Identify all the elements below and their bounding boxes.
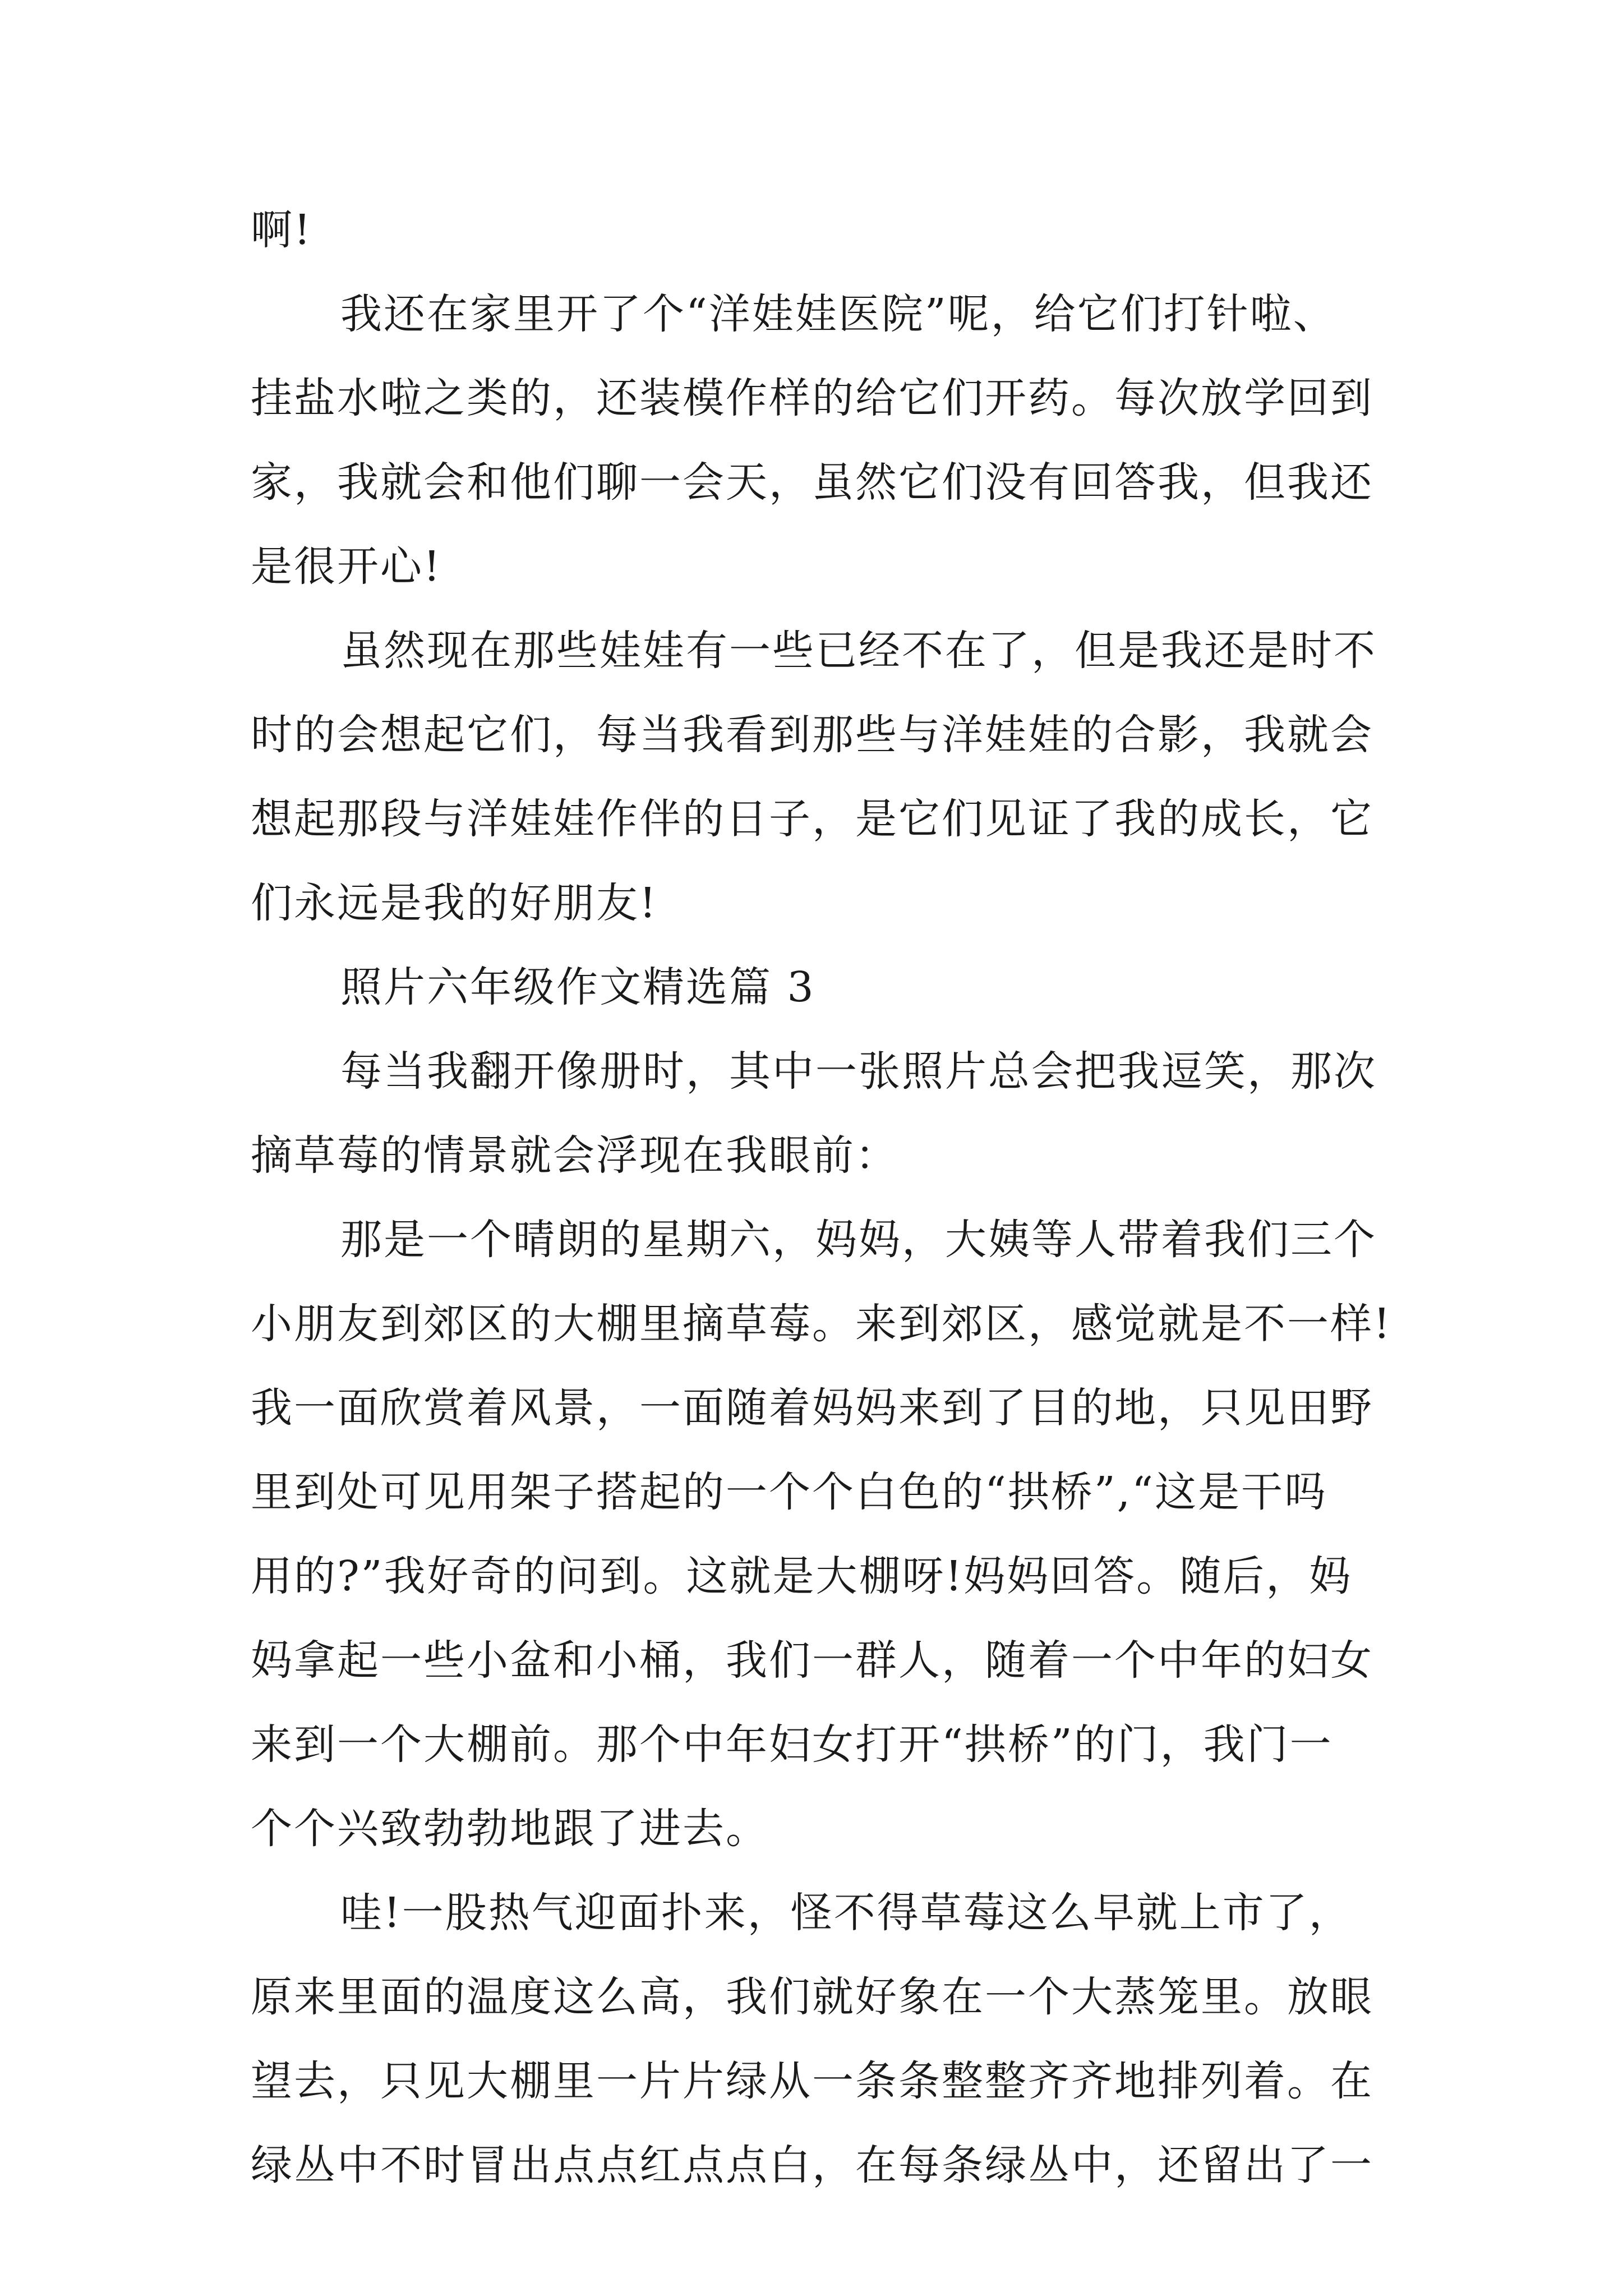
text-line: 个个兴致勃勃地跟了进去。 xyxy=(251,1805,769,1853)
text-line: 啊! xyxy=(251,206,312,254)
text-line: 挂盐水啦之类的，还装模作样的给它们开药。每次放学回到 xyxy=(251,374,1373,422)
text-line: 来到一个大棚前。那个中年妇女打开“拱桥”的门，我门一 xyxy=(251,1720,1333,1769)
paragraph-start-line: 虽然现在那些娃娃有一些已经不在了，但是我还是时不 xyxy=(340,627,1377,675)
text-line: 家，我就会和他们聊一会天，虽然它们没有回答我，但我还 xyxy=(251,458,1373,507)
text-line: 摘草莓的情景就会浮现在我眼前： xyxy=(251,1131,898,1180)
text-line: 我一面欣赏着风景，一面随着妈妈来到了目的地，只见田野 xyxy=(251,1384,1373,1432)
text-line: 望去，只见大棚里一片片绿从一条条整整齐齐地排列着。在 xyxy=(251,2057,1373,2105)
text-line: 里到处可见用架子搭起的一个个白色的“拱桥”,“这是干吗 xyxy=(251,1468,1328,1516)
text-line: 原来里面的温度这么高，我们就好象在一个大蒸笼里。放眼 xyxy=(251,1973,1373,2021)
text-line: 妈拿起一些小盆和小桶，我们一群人，随着一个中年的妇女 xyxy=(251,1636,1373,1685)
text-line: 绿丛中不时冒出点点红点点白，在每条绿丛中，还留出了一 xyxy=(251,2141,1373,2189)
paragraph-start-line: 那是一个晴朗的星期六，妈妈，大姨等人带着我们三个 xyxy=(340,1216,1377,1264)
text-line: 小朋友到郊区的大棚里摘草莓。来到郊区，感觉就是不一样! xyxy=(251,1300,1392,1348)
paragraph-start-line: 我还在家里开了个“洋娃娃医院”呢，给它们打针啦、 xyxy=(340,290,1336,338)
paragraph-start-line: 哇!一股热气迎面扑来，怪不得草莓这么早就上市了， xyxy=(340,1889,1352,1937)
paragraph-start-line: 每当我翻开像册时，其中一张照片总会把我逗笑，那次 xyxy=(340,1047,1377,1096)
text-line: 想起那段与洋娃娃作伴的日子，是它们见证了我的成长，它 xyxy=(251,795,1373,843)
text-line: 们永远是我的好朋友! xyxy=(251,879,658,927)
text-line: 时的会想起它们，每当我看到那些与洋娃娃的合影，我就会 xyxy=(251,711,1373,759)
text-line: 用的?”我好奇的问到。这就是大棚呀!妈妈回答。随后，妈 xyxy=(251,1552,1353,1600)
section-heading: 照片六年级作文精选篇 3 xyxy=(340,963,815,1011)
text-line: 是很开心! xyxy=(251,542,442,591)
